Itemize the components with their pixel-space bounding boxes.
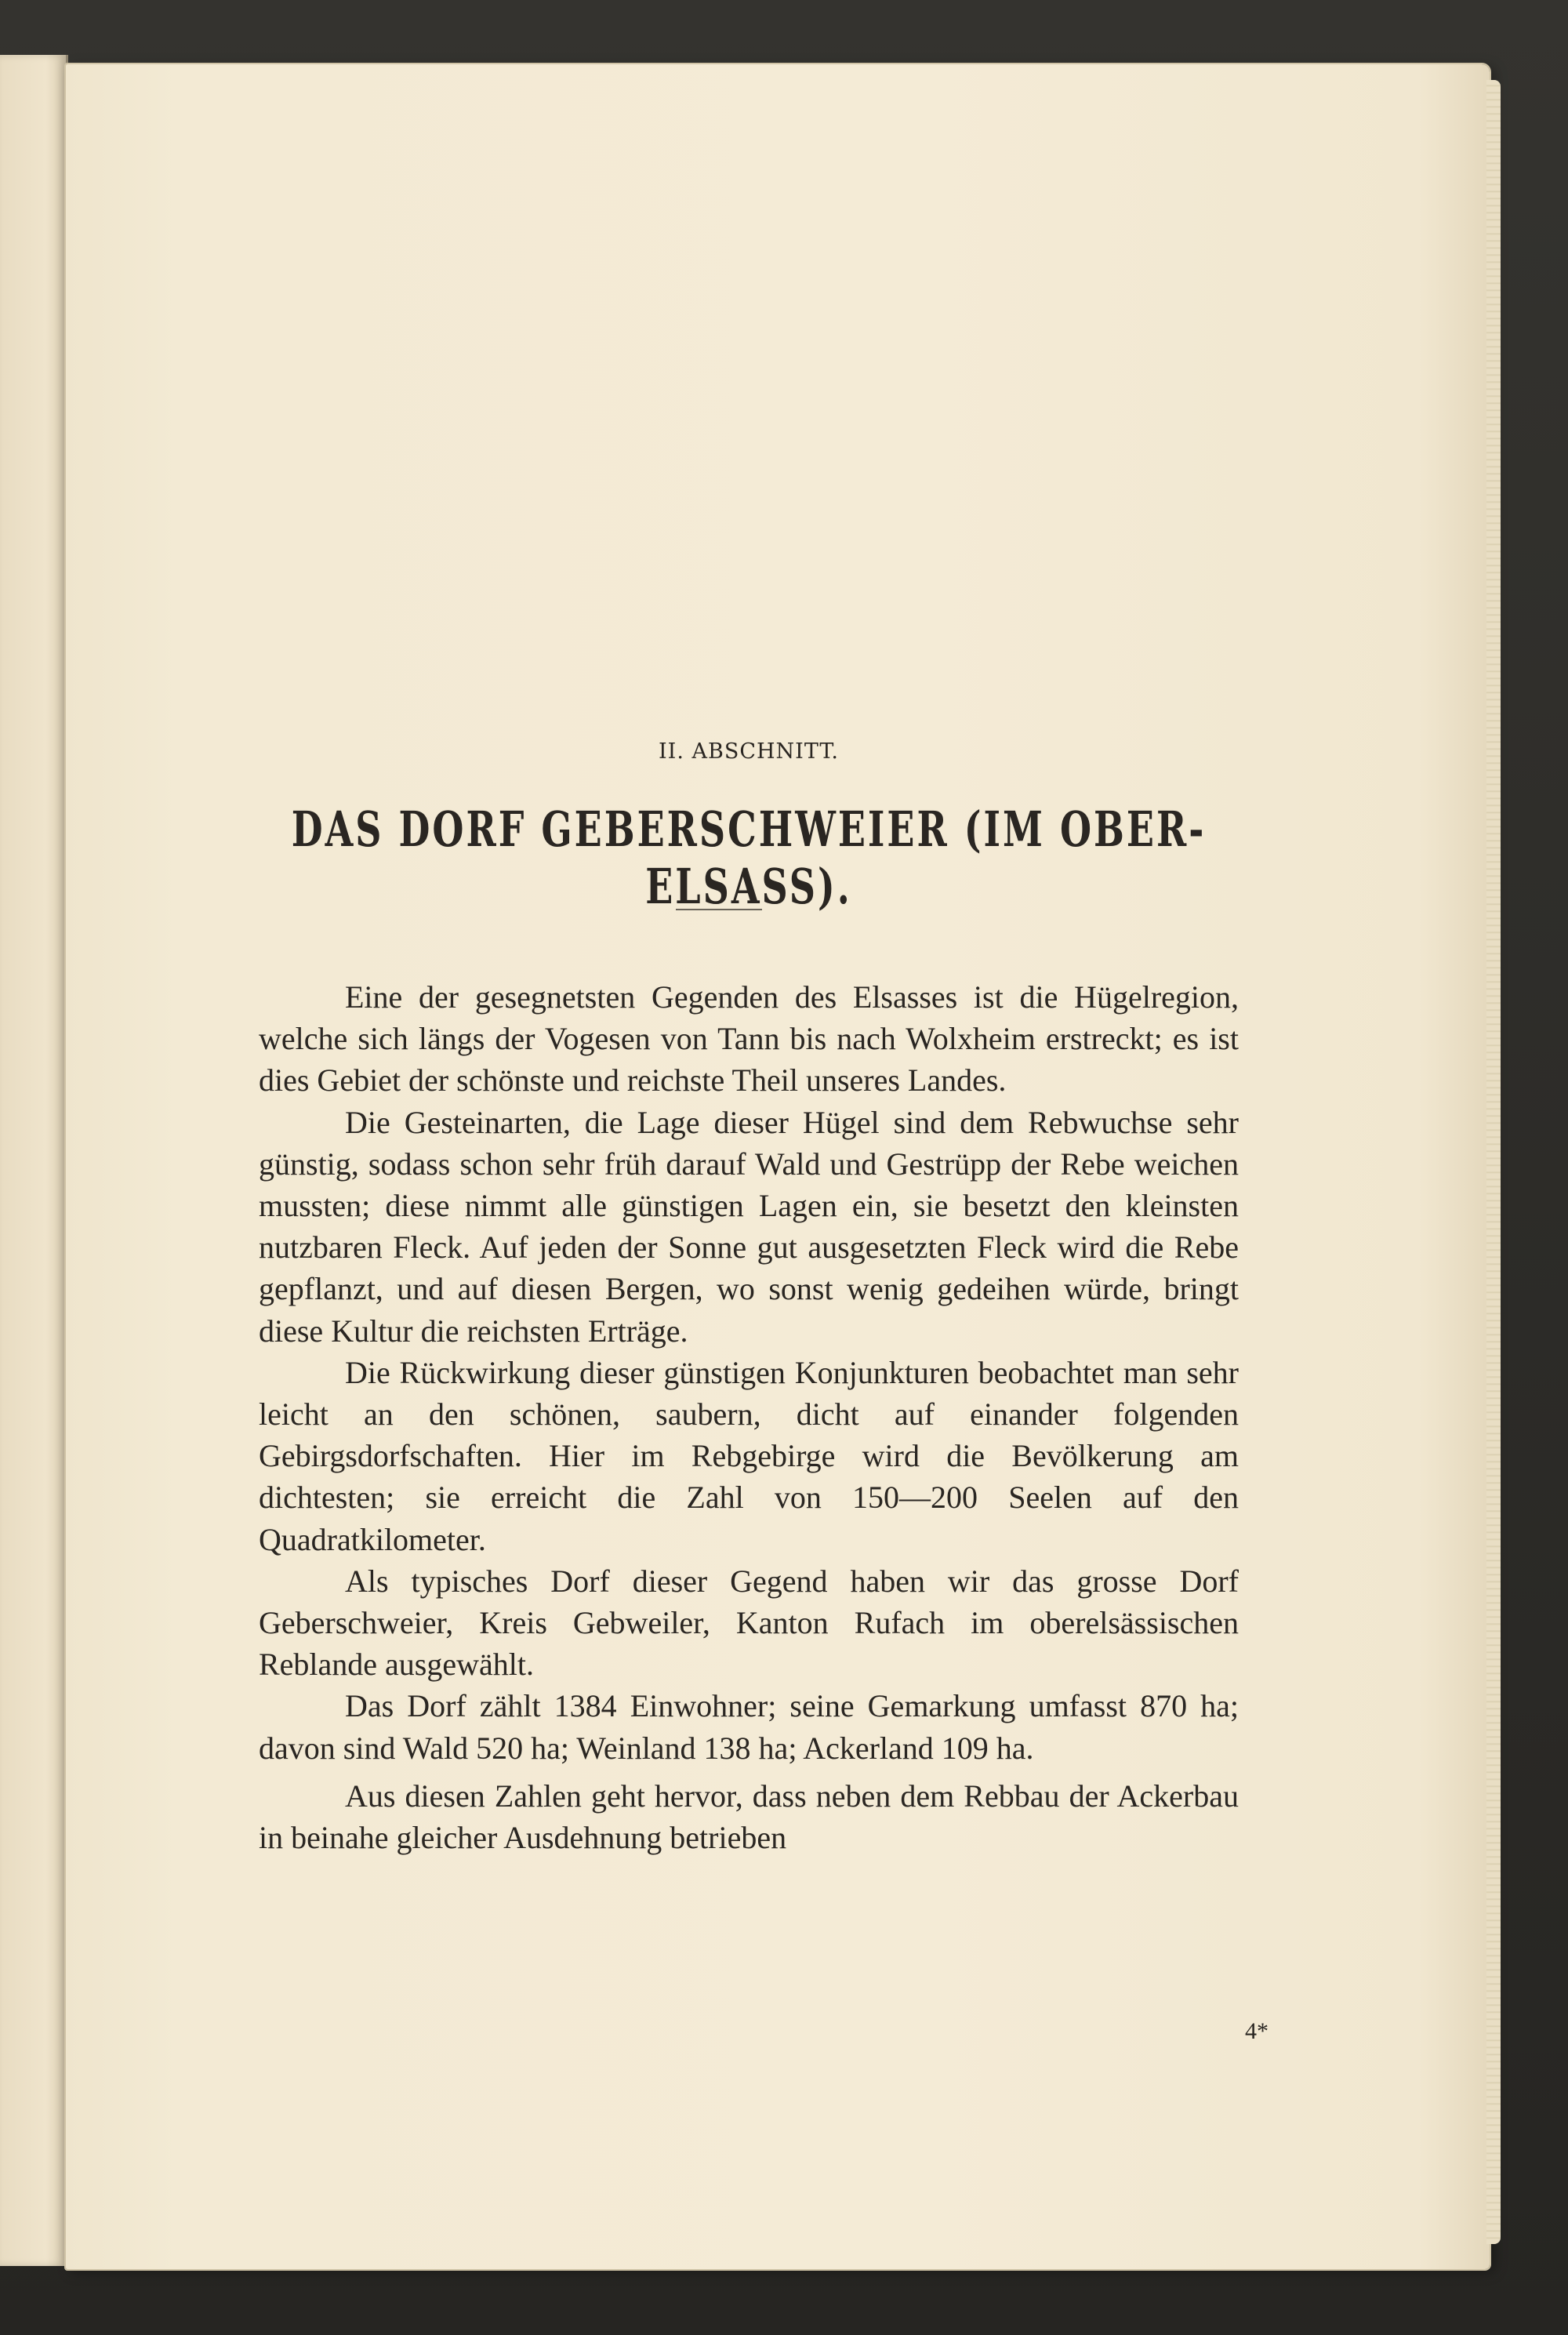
paragraph: Das Dorf zählt 1384 Einwohner; seine Gemarkung umfasst 870 ha; davon sind Wald 520 ha; Weinland 138 ha; Ackerland 109 ha.: [259, 1688, 1239, 1766]
body-text: [259, 976, 1239, 1858]
paragraph: Die Gesteinarten, die Lage dieser Hügel sind dem Rebwuchse sehr günstig, sodass schon sehr früh darauf Wald und Gestrüpp der Rebe weichen mussten; diese nimmt alle günstigen Lagen ein, sie besetzt den kleinsten nutzbaren Fleck. Auf jeden der Sonne gut ausgesetzten Fleck wird die Rebe gepflanzt, und auf diesen Bergen, wo sonst wenig gedeihen würde, bringt diese Kultur die reichsten Erträge.: [259, 1104, 1239, 1349]
paragraph: Als typisches Dorf dieser Gegend haben wir das grosse Dorf Geberschweier, Kreis Gebweiler, Kanton Rufach im oberelsässischen Reblande ausgewählt.: [259, 1563, 1239, 1683]
paragraph: Die Rückwirkung dieser günstigen Konjunkturen beobachtet man sehr leicht an den schönen, saubern, dicht auf einander folgenden Gebirgsdorfschaften. Hier im Rebgebirge wird die Bevölkerung am dichtesten; sie erreicht die Zahl von 150—200 Seelen auf den Quadratkilometer.: [259, 1354, 1239, 1557]
section-label: II. ABSCHNITT.: [659, 739, 839, 764]
chapter-title: DAS DORF GEBERSCHWEIER (IM OBER-ELSASS).: [291, 801, 1207, 915]
signature-mark: 4*: [1245, 2018, 1269, 2044]
paragraph: Aus diesen Zahlen geht hervor, dass neben dem Rebbau der Ackerbau in beinahe gleicher Ausdehnung betrieben: [259, 1778, 1239, 1856]
title-divider: [676, 909, 762, 910]
book-page: [66, 64, 1490, 2269]
left-page-edge: [0, 55, 68, 2266]
paragraph: Eine der gesegnetsten Gegenden des Elsasses ist die Hügelregion, welche sich längs der Vogesen von Tann bis nach Wolxheim erstreckt; es ist dies Gebiet der schönste und reichste Theil unseres Landes.: [259, 979, 1239, 1099]
page-edge-deckle: [1486, 80, 1501, 2244]
